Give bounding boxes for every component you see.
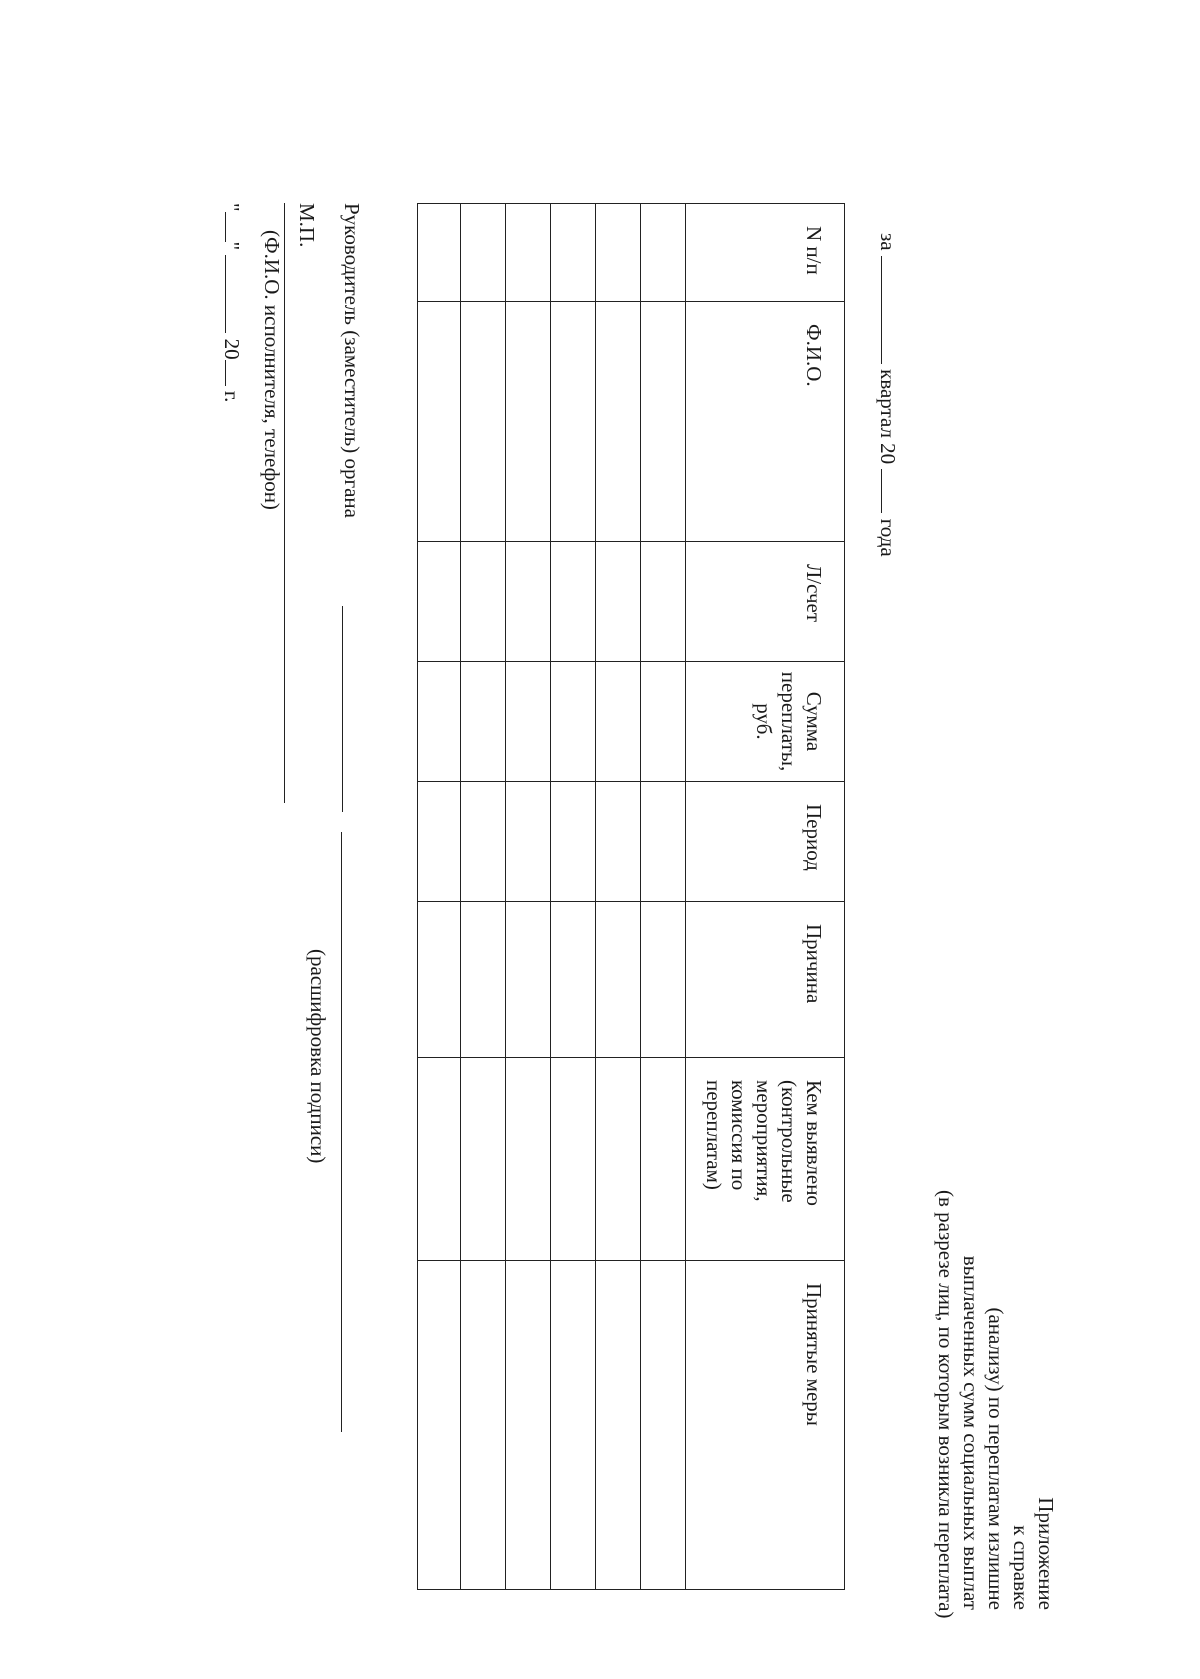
column-header: Кем выявлено (контрольные мероприятия, комиссия по переплатам) [686, 1058, 845, 1261]
column-header: Ф.И.О. [686, 302, 845, 542]
column-header: Причина [686, 902, 845, 1058]
date-year-prefix: 20 [220, 338, 244, 360]
appendix-line: к справке [1009, 1525, 1033, 1610]
date-day-blank [225, 212, 244, 242]
date-quote-open: " [220, 203, 244, 212]
column-header: Сумма переплаты, руб. [686, 662, 845, 782]
year-blank [881, 469, 900, 513]
executor-line [284, 203, 285, 803]
date-year-blank [225, 360, 244, 386]
table-row [506, 204, 551, 1590]
appendix-line: Приложение [1034, 1497, 1058, 1610]
column-header: N п/п [686, 204, 845, 302]
table-row [641, 204, 686, 1590]
period-line [877, 233, 900, 557]
table-header-row [686, 204, 845, 1590]
appendix-line: (анализу) по переплатам излишне [984, 1307, 1008, 1610]
executor-label: (Ф.И.О. исполнителя, телефон) [260, 230, 284, 510]
column-header: Л/счет [686, 542, 845, 662]
decoding-line [341, 832, 342, 1432]
quarter-blank [881, 256, 900, 364]
table-row [461, 204, 506, 1590]
appendix-line: (в разрезе лиц, по которым возникла переплата) [934, 1190, 958, 1619]
date-line [221, 203, 244, 402]
period-prefix: за [876, 233, 900, 251]
column-header: Период [686, 782, 845, 902]
head-signature-line [342, 606, 343, 812]
overpayment-table [417, 203, 845, 1590]
table-row [596, 204, 641, 1590]
table-row [418, 204, 461, 1590]
period-quarter-word: квартал 20 [876, 369, 900, 465]
stamp-label: М.П. [295, 203, 319, 248]
decoding-label: (расшифровка подписи) [306, 949, 330, 1164]
table-row [551, 204, 596, 1590]
column-header: Принятые меры [686, 1261, 845, 1590]
period-suffix: года [876, 518, 900, 557]
appendix-header [933, 1190, 1058, 1619]
appendix-line: выплаченных сумм социальных выплат [959, 1255, 983, 1610]
date-suffix: г. [220, 390, 244, 403]
head-signature-label: Руководитель (заместитель) органа [340, 203, 364, 518]
date-month-blank [225, 255, 244, 333]
date-quote-close: " [220, 241, 244, 251]
